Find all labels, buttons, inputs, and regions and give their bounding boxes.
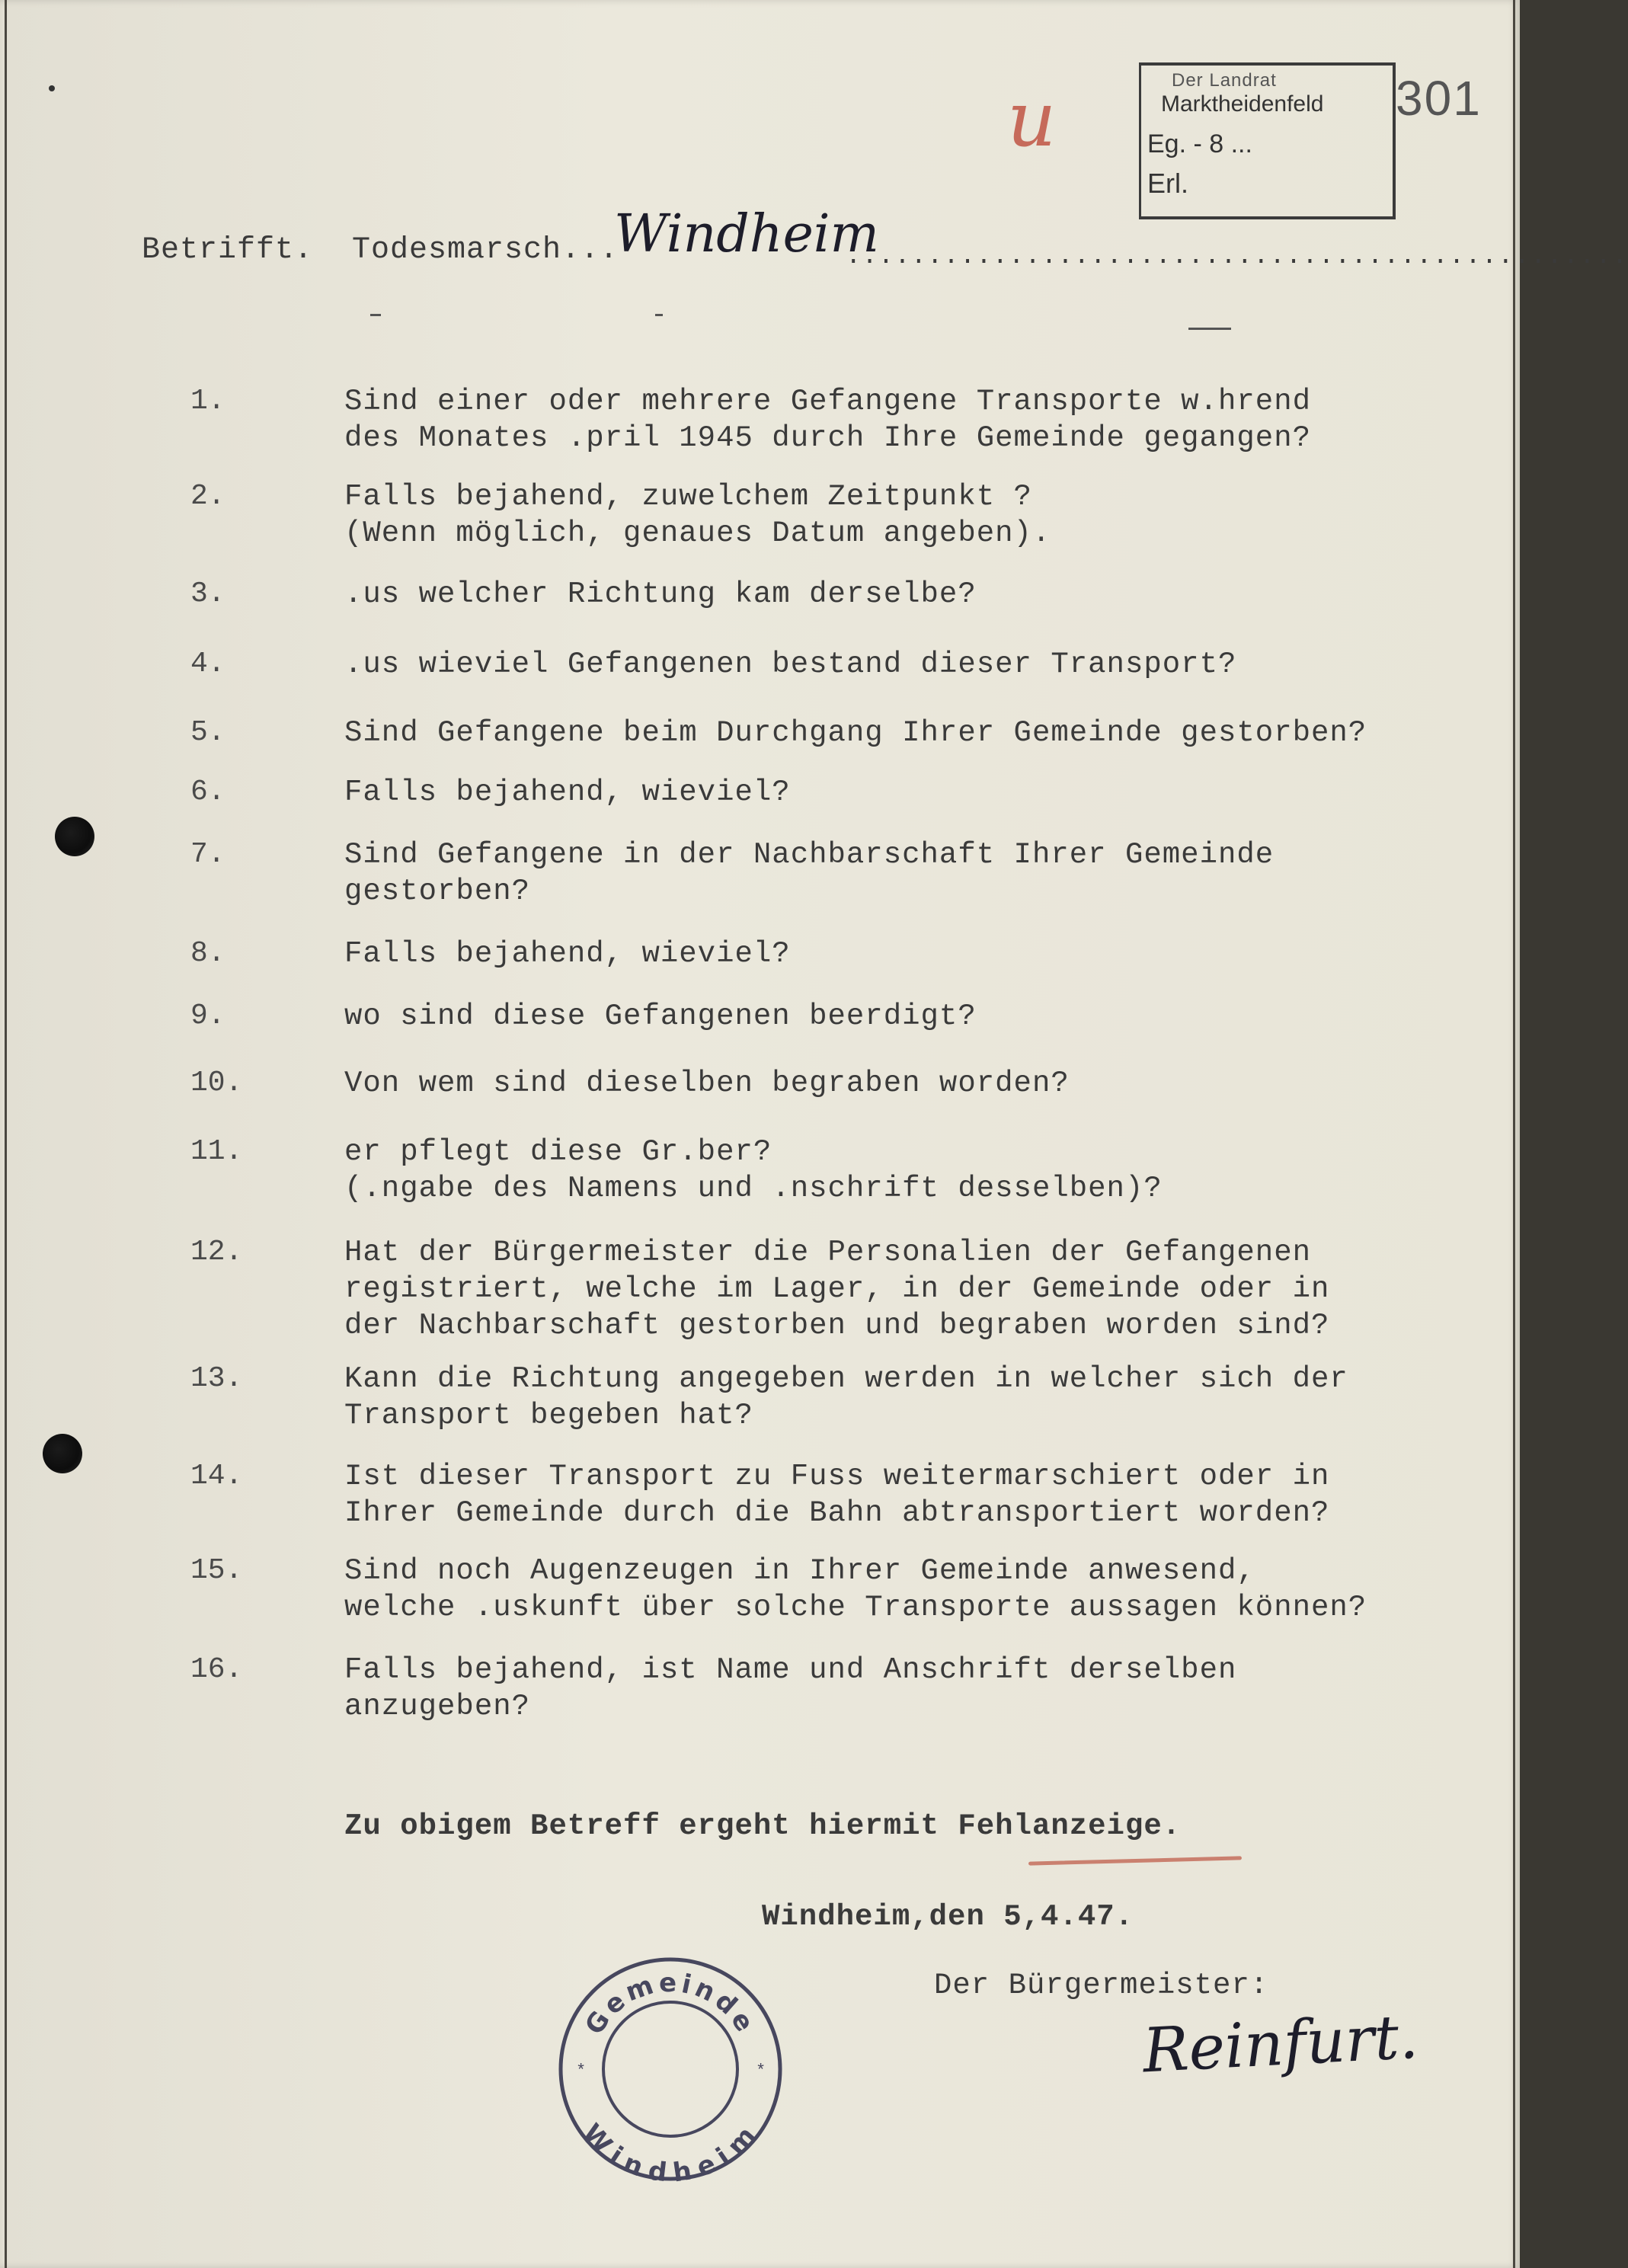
signature: Reinfurt. (1140, 2001, 1420, 2087)
question-text (344, 837, 1441, 910)
question-line: des Monates .pril 1945 durch Ihre Gemeinde gegangen? (344, 421, 1311, 455)
question-line: registriert, welche im Lager, in der Gemeinde oder in (344, 1272, 1330, 1306)
closing-statement: Zu obigem Betreff ergeht hiermit Fehlanzeige. (344, 1809, 1182, 1843)
question-number: 7. (190, 838, 225, 871)
question-number: 9. (190, 1000, 225, 1032)
question-line: Transport begeben hat? (344, 1399, 753, 1432)
question-number: 10. (190, 1067, 243, 1099)
question-text (344, 715, 1441, 751)
question-line: Ist dieser Transport zu Fuss weitermarschiert oder in (344, 1460, 1330, 1493)
red-underline (1028, 1856, 1242, 1865)
signatory-title: Der Bürgermeister: (934, 1969, 1269, 2002)
seal-star-left: * (576, 2062, 587, 2081)
question-line: Hat der Bürgermeister die Personalien der Gefangenen (344, 1236, 1311, 1269)
question-line: der Nachbarschaft gestorben und begraben worden sind? (344, 1309, 1330, 1342)
question-line: Ihrer Gemeinde durch die Bahn abtransportiert worden? (344, 1496, 1330, 1530)
subject-handwritten: Windheim (614, 204, 880, 264)
question-number: 12. (190, 1236, 243, 1268)
question-text (344, 774, 1441, 811)
question-number: 6. (190, 776, 225, 808)
question-number: 1. (190, 385, 225, 417)
place-date: Windheim,den 5,4.47. (762, 1900, 1134, 1934)
seal-inner-ring (603, 2002, 737, 2136)
question-number: 15. (190, 1554, 243, 1587)
question-text (344, 1652, 1441, 1725)
question-text (344, 1361, 1441, 1434)
question-line: Sind noch Augenzeugen in Ihrer Gemeinde anwesend, (344, 1554, 1255, 1588)
question-line: (.ngabe des Namens und .nschrift desselben)? (344, 1172, 1163, 1205)
question-line: gestorben? (344, 875, 531, 908)
seal-star-right: * (756, 2062, 766, 2081)
punch-hole-upper (55, 817, 94, 856)
question-line: anzugeben? (344, 1690, 531, 1723)
question-line: welche .uskunft über solche Transporte aussagen können? (344, 1591, 1367, 1624)
right-page-edge (1513, 0, 1515, 2268)
question-number: 13. (190, 1362, 243, 1395)
punch-hole-lower (43, 1434, 82, 1473)
question-line: Kann die Richtung angegeben werden in welcher sich der (344, 1362, 1348, 1396)
stamp-erl: Erl. (1147, 168, 1188, 199)
question-line: Von wem sind dieselben begraben worden? (344, 1067, 1070, 1100)
question-text (344, 646, 1441, 683)
question-line: .us welcher Richtung kam derselbe? (344, 577, 977, 611)
dash-mark (370, 314, 381, 316)
receipt-stamp (1139, 62, 1396, 219)
question-line: er pflegt diese Gr.ber? (344, 1135, 772, 1169)
question-number: 2. (190, 480, 225, 513)
subject-typed: Todesmarsch... (352, 233, 619, 267)
question-line: Sind Gefangene beim Durchgang Ihrer Gemeinde gestorben? (344, 716, 1367, 750)
question-number: 14. (190, 1460, 243, 1492)
question-text (344, 383, 1441, 456)
speck (49, 85, 55, 91)
question-line: Sind Gefangene in der Nachbarschaft Ihrer Gemeinde (344, 838, 1275, 872)
question-line: Falls bejahend, ist Name und Anschrift derselben (344, 1653, 1237, 1687)
question-text (344, 1458, 1441, 1531)
question-line: .us wieviel Gefangenen bestand dieser Transport? (344, 648, 1237, 681)
question-line: Sind einer oder mehrere Gefangene Transporte w.hrend (344, 385, 1311, 418)
seal-top-text: Gemeinde (579, 1967, 762, 2041)
question-number: 11. (190, 1135, 243, 1168)
question-text (344, 478, 1441, 552)
question-number: 5. (190, 716, 225, 749)
question-text (344, 998, 1441, 1035)
municipal-seal (556, 1955, 785, 2183)
question-number: 8. (190, 937, 225, 970)
stamp-authority: Der Landrat (1172, 70, 1277, 91)
betrifft-label: Betrifft. (142, 233, 314, 267)
question-text (344, 576, 1441, 613)
left-page-edge (5, 0, 7, 2268)
dash-mark (655, 314, 663, 316)
question-line: Falls bejahend, zuwelchem Zeitpunkt ? (344, 480, 1032, 513)
question-text (344, 1553, 1441, 1626)
question-line: Falls bejahend, wieviel? (344, 776, 791, 809)
question-text (344, 1234, 1441, 1344)
stamp-office: Marktheidenfeld (1161, 91, 1324, 117)
red-pencil-mark: u (1007, 75, 1057, 164)
question-text (344, 936, 1441, 972)
question-text (344, 1134, 1441, 1207)
question-text (344, 1065, 1441, 1102)
question-line: Falls bejahend, wieviel? (344, 937, 791, 971)
stamp-entry: Eg. - 8 ... (1147, 130, 1252, 158)
question-line: wo sind diese Gefangenen beerdigt? (344, 1000, 977, 1033)
folio-number: 301 (1396, 71, 1482, 126)
question-line: (Wenn möglich, genaues Datum angeben). (344, 517, 1051, 550)
question-number: 3. (190, 577, 225, 610)
leader-dots: ................................................ (846, 242, 1628, 271)
dash-mark (1188, 328, 1231, 330)
question-number: 4. (190, 648, 225, 680)
seal-bottom-text: Windheim (576, 2118, 765, 2183)
question-number: 16. (190, 1653, 243, 1686)
